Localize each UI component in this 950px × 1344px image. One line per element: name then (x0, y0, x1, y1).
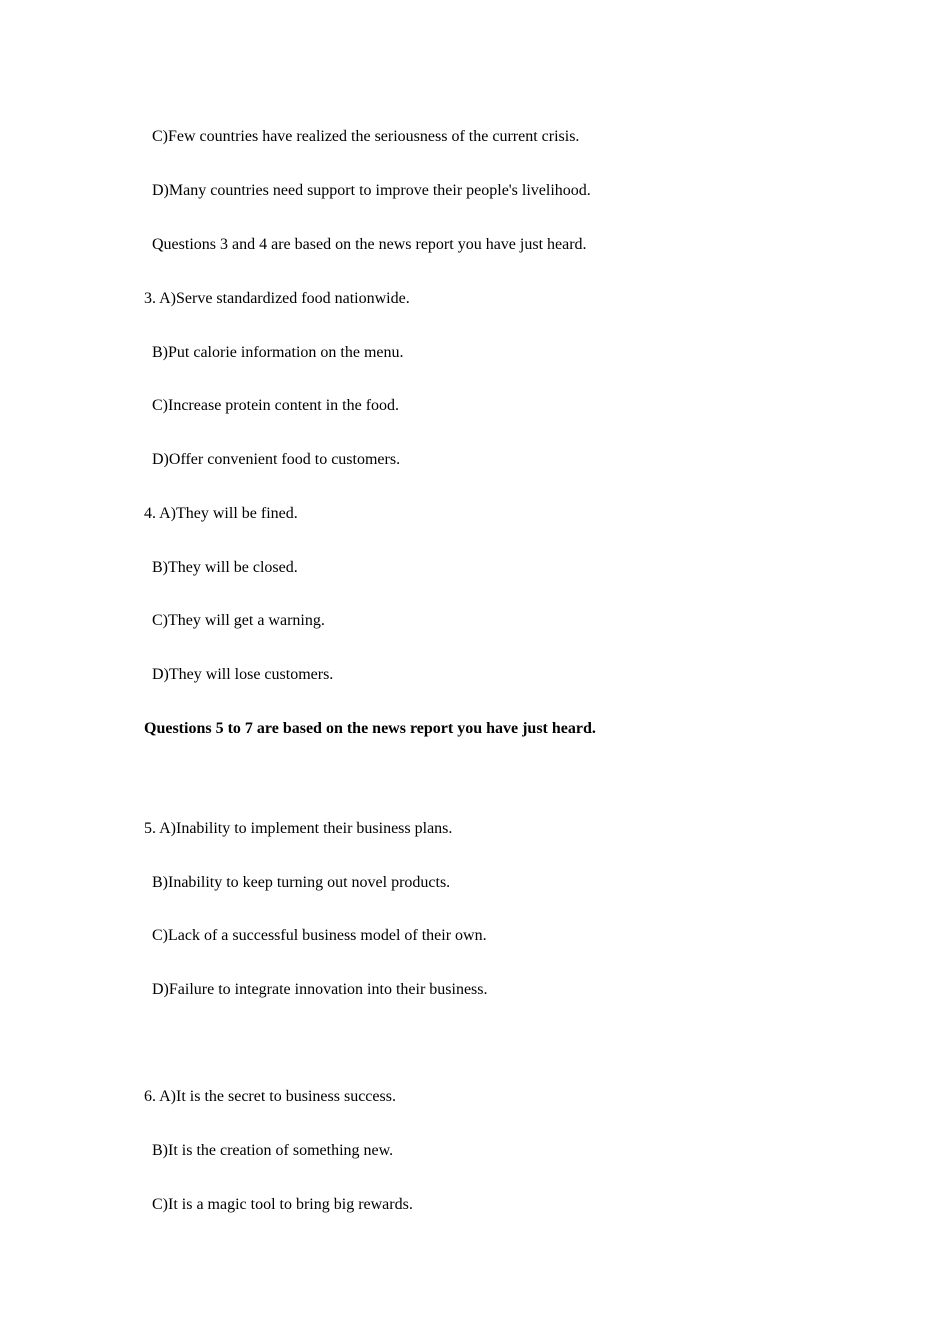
question-3-option-a: 3. A)Serve standardized food nationwide. (144, 290, 410, 307)
option-6c: C)It is a magic tool to bring big rewards. (152, 1196, 413, 1213)
section-instruction-q3-4: Questions 3 and 4 are based on the news report you have just heard. (152, 236, 587, 253)
option-5b: B)Inability to keep turning out novel products. (152, 874, 451, 891)
question-6-option-a: 6. A)It is the secret to business success. (144, 1088, 396, 1105)
option-3b: B)Put calorie information on the menu. (152, 344, 404, 361)
option-4d: D)They will lose customers. (152, 666, 334, 683)
option-5d: D)Failure to integrate innovation into their business. (152, 981, 488, 998)
option-3c: C)Increase protein content in the food. (152, 397, 400, 414)
question-5-option-a: 5. A)Inability to implement their business plans. (144, 820, 453, 837)
option-2d: D)Many countries need support to improve their people's livelihood. (152, 182, 591, 199)
option-5c: C)Lack of a successful business model of their own. (152, 927, 487, 944)
option-3d: D)Offer convenient food to customers. (152, 451, 401, 468)
question-4-option-a: 4. A)They will be fined. (144, 505, 298, 522)
option-6b: B)It is the creation of something new. (152, 1142, 394, 1159)
option-2c: C)Few countries have realized the seriousness of the current crisis. (152, 128, 580, 145)
option-4c: C)They will get a warning. (152, 612, 325, 629)
option-4b: B)They will be closed. (152, 559, 298, 576)
section-instruction-q5-7: Questions 5 to 7 are based on the news report you have just heard. (144, 720, 596, 737)
